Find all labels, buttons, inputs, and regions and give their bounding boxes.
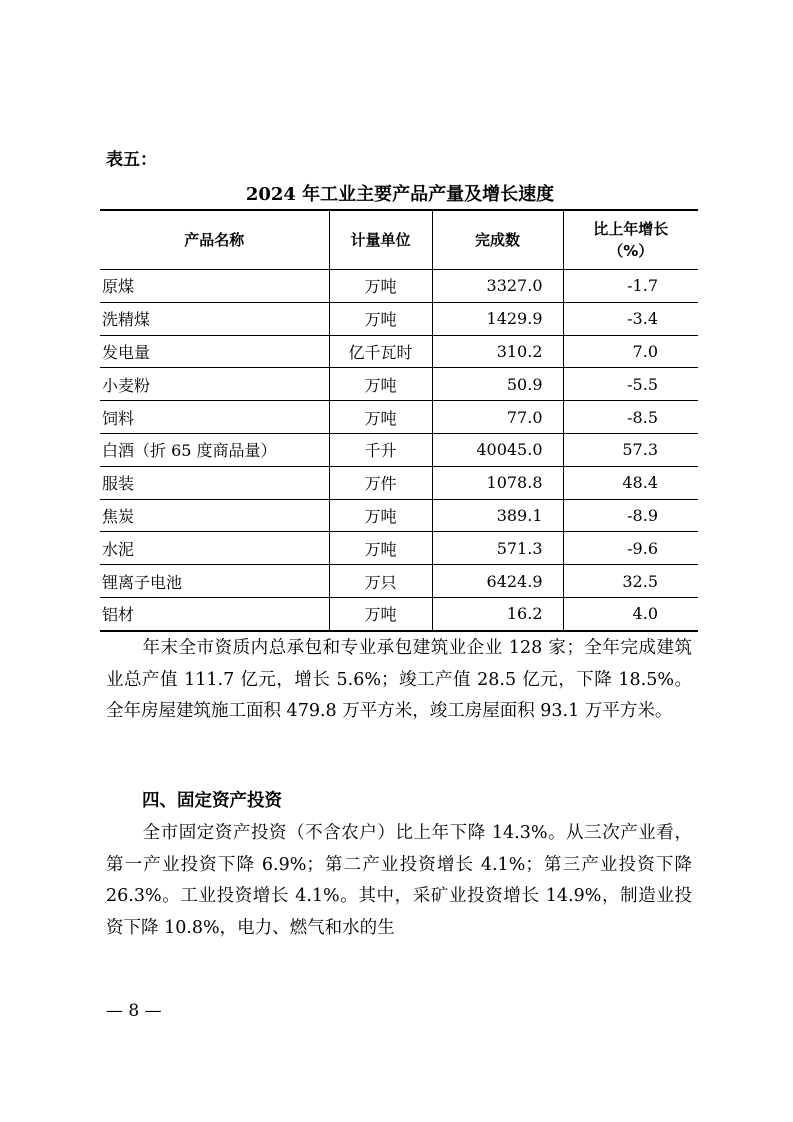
table-row bbox=[100, 302, 698, 335]
value-cell: 1429.9 bbox=[432, 302, 563, 335]
page-number: — 8 — bbox=[106, 1001, 162, 1021]
table-title: 2024 年工业主要产品产量及增长速度 bbox=[245, 184, 555, 205]
value-cell: 40045.0 bbox=[432, 433, 563, 466]
table-row bbox=[100, 532, 698, 565]
unit-cell: 万吨 bbox=[329, 597, 432, 630]
product-name-cell: 白酒（折 65 度商品量） bbox=[100, 433, 329, 466]
growth-cell: 32.5 bbox=[563, 565, 698, 598]
product-name-cell: 洗精煤 bbox=[100, 302, 329, 335]
industrial-products-table bbox=[100, 209, 698, 632]
growth-cell: 4.0 bbox=[563, 597, 698, 630]
unit-cell: 万吨 bbox=[329, 270, 432, 303]
value-cell: 389.1 bbox=[432, 499, 563, 532]
unit-cell: 万吨 bbox=[329, 499, 432, 532]
header-growth bbox=[563, 210, 698, 270]
value-cell: 77.0 bbox=[432, 401, 563, 434]
product-name-cell: 发电量 bbox=[100, 335, 329, 368]
value-cell: 3327.0 bbox=[432, 270, 563, 303]
table-row bbox=[100, 270, 698, 303]
table-row bbox=[100, 466, 698, 499]
growth-cell: -5.5 bbox=[563, 368, 698, 401]
growth-cell: 57.3 bbox=[563, 433, 698, 466]
value-cell: 1078.8 bbox=[432, 466, 563, 499]
value-cell: 50.9 bbox=[432, 368, 563, 401]
growth-cell: -1.7 bbox=[563, 270, 698, 303]
product-name-cell: 锂离子电池 bbox=[100, 565, 329, 598]
unit-cell: 万吨 bbox=[329, 401, 432, 434]
product-name-cell: 铝材 bbox=[100, 597, 329, 630]
unit-cell: 万吨 bbox=[329, 368, 432, 401]
table-row bbox=[100, 335, 698, 368]
growth-cell: -8.9 bbox=[563, 499, 698, 532]
unit-cell: 万吨 bbox=[329, 532, 432, 565]
unit-cell: 万吨 bbox=[329, 302, 432, 335]
header-growth-line2: （%） bbox=[608, 242, 654, 260]
unit-cell: 亿千瓦时 bbox=[329, 335, 432, 368]
value-cell: 571.3 bbox=[432, 532, 563, 565]
header-unit: 计量单位 bbox=[329, 210, 432, 270]
header-growth-line1: 比上年增长 bbox=[593, 220, 669, 238]
header-value: 完成数 bbox=[432, 210, 563, 270]
header-product-name: 产品名称 bbox=[100, 210, 329, 270]
value-cell: 310.2 bbox=[432, 335, 563, 368]
unit-cell: 万件 bbox=[329, 466, 432, 499]
product-name-cell: 服装 bbox=[100, 466, 329, 499]
growth-cell: 7.0 bbox=[563, 335, 698, 368]
product-name-cell: 焦炭 bbox=[100, 499, 329, 532]
table-label: 表五： bbox=[106, 150, 157, 170]
table-row bbox=[100, 401, 698, 434]
growth-cell: -3.4 bbox=[563, 302, 698, 335]
paragraph-investment-text: 全市固定资产投资（不含农户）比上年下降 14.3%。从三次产业看，第一产业投资下降 6.9%；第二产业投资增长 4.1%；第三产业投资下降 26.3%。工业投资增长 4.1%。其中，采矿业投资增长 14.9%，制造业投资下降 10.8%，电力、燃气和水的生 bbox=[106, 823, 692, 938]
product-name-cell: 饲料 bbox=[100, 401, 329, 434]
table-header-row bbox=[100, 210, 698, 270]
paragraph-construction bbox=[106, 633, 692, 728]
table-row bbox=[100, 368, 698, 401]
table-row bbox=[100, 433, 698, 466]
paragraph-investment bbox=[106, 818, 692, 944]
table-row bbox=[100, 565, 698, 598]
unit-cell: 万只 bbox=[329, 565, 432, 598]
product-name-cell: 原煤 bbox=[100, 270, 329, 303]
table-body bbox=[100, 270, 698, 631]
growth-cell: 48.4 bbox=[563, 466, 698, 499]
value-cell: 6424.9 bbox=[432, 565, 563, 598]
growth-cell: -8.5 bbox=[563, 401, 698, 434]
section-heading: 四、固定资产投资 bbox=[142, 791, 282, 811]
paragraph-construction-text: 年末全市资质内总承包和专业承包建筑业企业 128 家；全年完成建筑业总产值 111.7 亿元，增长 5.6%；竣工产值 28.5 亿元，下降 18.5%。全年房屋建筑施工面积 479.8 万平方米，竣工房屋面积 93.1 万平方米。 bbox=[106, 638, 692, 721]
product-name-cell: 水泥 bbox=[100, 532, 329, 565]
growth-cell: -9.6 bbox=[563, 532, 698, 565]
value-cell: 16.2 bbox=[432, 597, 563, 630]
unit-cell: 千升 bbox=[329, 433, 432, 466]
table-row bbox=[100, 499, 698, 532]
product-name-cell: 小麦粉 bbox=[100, 368, 329, 401]
table-row bbox=[100, 597, 698, 630]
